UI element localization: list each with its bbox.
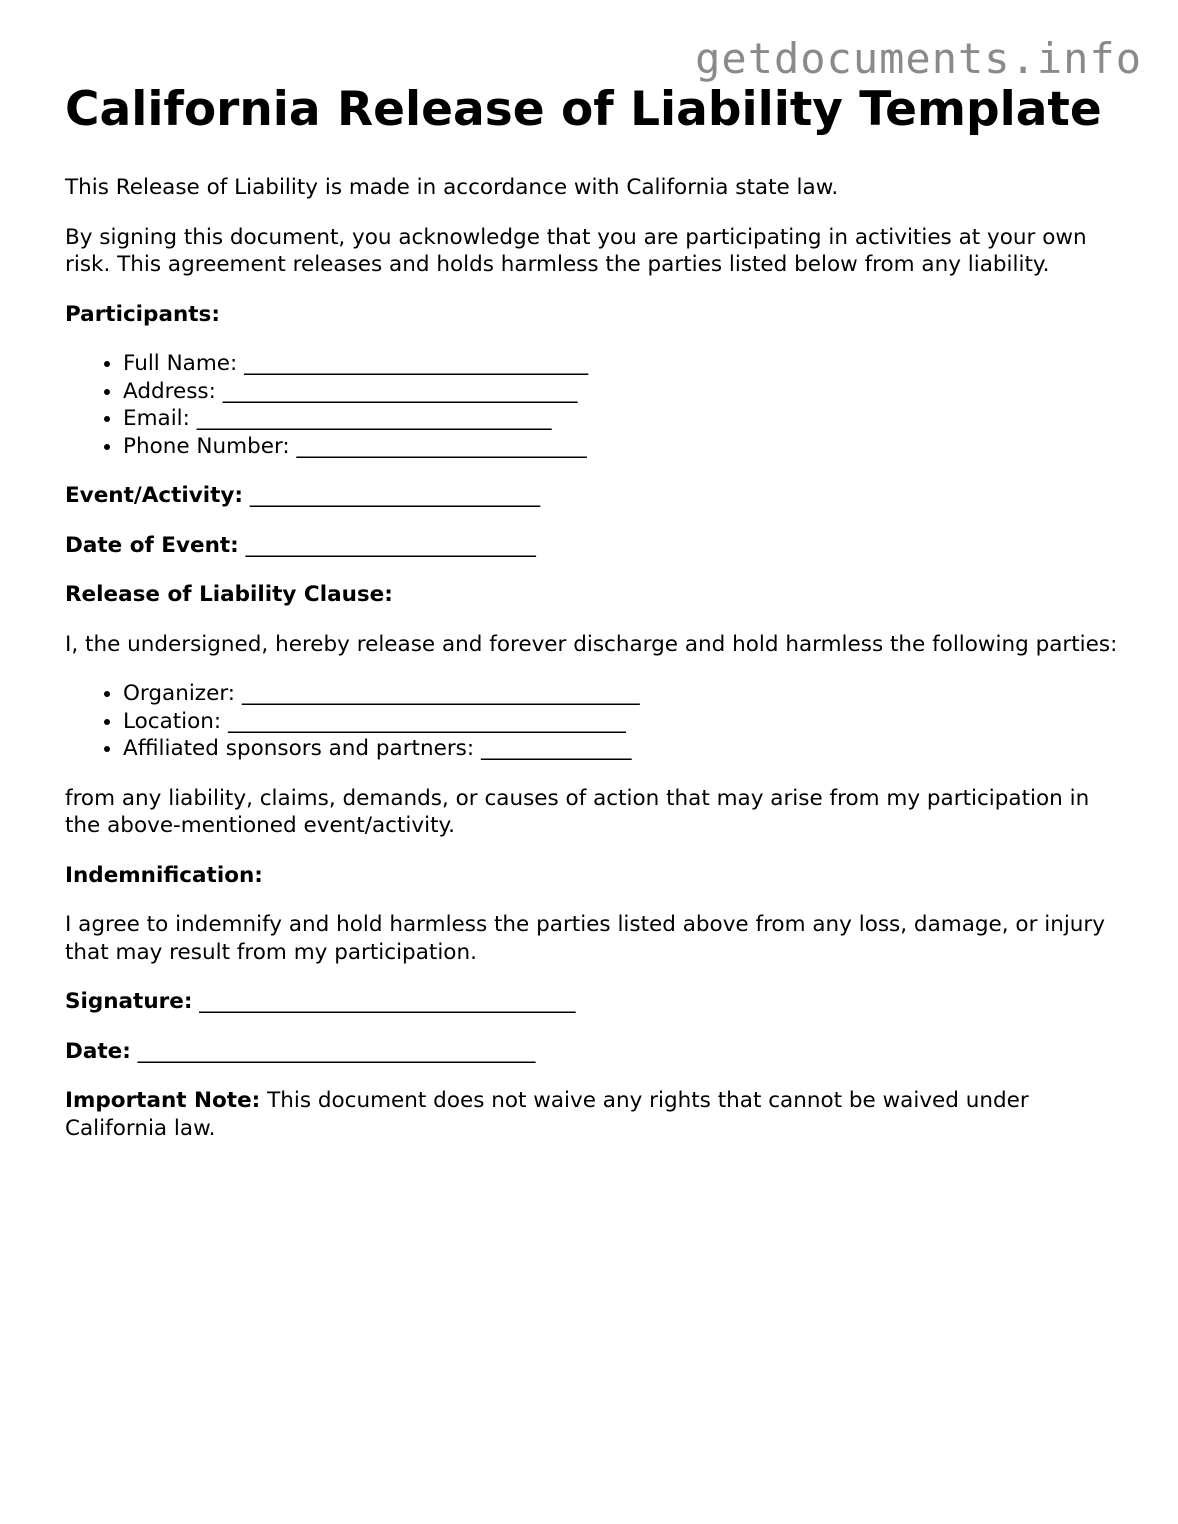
date-line xyxy=(65,1038,1125,1066)
event-activity-blank: ___________________________ xyxy=(249,483,541,509)
release-clause-closing: from any liability, claims, demands, or causes of action that may arise from my participation in the above-mentioned event/activity. xyxy=(65,785,1090,839)
organizer-field: • Organizer: _____________________________________ xyxy=(123,680,1125,708)
acknowledgment-paragraph: By signing this document, you acknowledge that you are participating in activities at your own risk. This agreement releases and holds harmless the parties listed below from any liability. xyxy=(65,224,1087,278)
signature-line xyxy=(65,988,1125,1016)
sponsors-field: • Affiliated sponsors and partners: ______________ xyxy=(123,735,1125,763)
intro-paragraph: This Release of Liability is made in accordance with California state law. xyxy=(65,175,839,201)
document-body xyxy=(65,82,1125,1164)
watermark: getdocuments.info xyxy=(695,34,1142,83)
event-activity-line xyxy=(65,482,1125,510)
signature-blank: ___________________________________ xyxy=(199,989,576,1015)
event-activity-label: Event/Activity: xyxy=(65,483,244,509)
document-title: California Release of Liability Template xyxy=(65,82,1102,137)
indemnification-heading: Indemnification: xyxy=(65,862,263,888)
released-parties-list xyxy=(65,680,1125,763)
date-of-event-line xyxy=(65,532,1125,560)
important-note xyxy=(65,1087,1125,1142)
location-field: • Location: _____________________________________ xyxy=(123,708,1125,736)
participants-list xyxy=(65,350,1125,460)
date-of-event-label: Date of Event: xyxy=(65,532,239,558)
signature-label: Signature: xyxy=(65,989,193,1015)
date-of-event-blank: ___________________________ xyxy=(245,532,536,558)
participant-full-name-field: • Full Name: ________________________________ xyxy=(123,350,1125,378)
participants-heading: Participants: xyxy=(65,301,220,327)
participant-email-field: • Email: _________________________________ xyxy=(123,405,1125,433)
participant-phone-field: • Phone Number: ___________________________ xyxy=(123,433,1125,461)
indemnification-text: I agree to indemnify and hold harmless the parties listed above from any loss, damage, or injury that may result from my participation. xyxy=(65,912,1105,965)
release-clause-heading: Release of Liability Clause: xyxy=(65,582,393,608)
important-note-text: This document does not waive any rights that cannot be waived under California law. xyxy=(65,1088,1029,1141)
date-label: Date: xyxy=(65,1038,131,1064)
release-clause-text: I, the undersigned, hereby release and forever discharge and hold harmless the following parties: xyxy=(65,631,1118,657)
important-note-label: Important Note: xyxy=(65,1088,261,1114)
participant-address-field: • Address: _________________________________ xyxy=(123,378,1125,406)
date-blank: _____________________________________ xyxy=(137,1038,536,1064)
